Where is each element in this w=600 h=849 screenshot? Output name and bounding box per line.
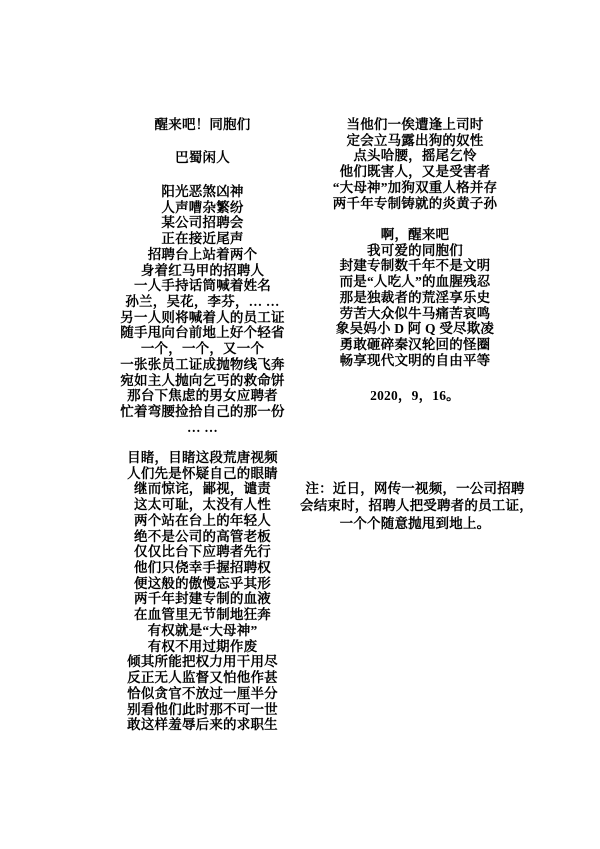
poem-line: 别看他们此时那不可一世 <box>127 701 278 717</box>
poem-line: 另一人则将喊着人的员工证 <box>120 309 285 325</box>
poem-author: 巴蜀闲人 <box>175 150 230 165</box>
poem-line: 绝不是公司的高管老板 <box>134 528 271 544</box>
poem-line: 阳光恶煞凶神 <box>161 184 244 199</box>
poem-line: 他们只侥幸手握招聘权 <box>134 560 271 576</box>
poem-line: 两个站在台上的年轻人 <box>134 512 271 528</box>
poem-line: 有权就是“大母神” <box>147 622 258 638</box>
poem-line: 那是独裁者的荒淫享乐史 <box>339 289 491 305</box>
poem-stanza-2 <box>90 450 315 733</box>
poem-line: 他们既害人，又是受害者 <box>339 164 491 180</box>
poem-line: 我可爱的同胞们 <box>367 242 463 258</box>
poem-line: 目睹，目睹这段荒唐视频 <box>127 450 278 465</box>
poem-line: 两千年专制铸就的炎黄子孙 <box>332 195 498 211</box>
poem-line: 两千年封建专制的血液 <box>134 591 271 607</box>
poem-line: … … <box>187 419 218 435</box>
poem-footnote <box>300 480 533 532</box>
poem-stanza-4 <box>300 227 530 368</box>
poem-line: 那台下焦虑的男女应聘者 <box>127 388 278 404</box>
poem-line: 便这般的傲慢忘乎其形 <box>134 575 271 591</box>
poem-line: 在血管里无节制地狂奔 <box>134 607 271 623</box>
poem-date: 2020，9，16。 <box>370 388 460 403</box>
poem-stanza-1 <box>90 184 315 436</box>
poem-line: 这太可耻，太没有人性 <box>134 497 271 513</box>
poem-line: 勇敢砸碎秦汉轮回的怪圈 <box>339 337 491 353</box>
poem-line: 倾其所能把权力用干用尽 <box>127 654 278 670</box>
poem-line: 畅享现代文明的自由平等 <box>339 352 491 368</box>
poem-line: “大母神”加狗双重人格并存 <box>332 179 498 195</box>
poem-line: 一个个随意抛甩到地上。 <box>339 515 491 531</box>
poem-line: 点头哈腰，摇尾乞怜 <box>353 148 477 164</box>
poem-stanza-3 <box>300 117 530 211</box>
poem-line: 敢这样羞辱后来的求职生 <box>127 717 278 733</box>
poem-line: 某公司招聘会 <box>161 215 244 231</box>
poem-line: 人们先是怀疑自己的眼睛 <box>127 465 278 481</box>
poem-line: 反正无人监督又怕他作甚 <box>127 670 278 686</box>
poem-line: 人声嘈杂繁纷 <box>161 199 244 215</box>
poem-title: 醒来吧！同胞们 <box>154 117 251 132</box>
poem-line: 恰似贪官不放过一厘半分 <box>127 685 278 701</box>
poem-line: 随手甩向台前地上好个轻省 <box>120 325 285 341</box>
poem-line: 一个，一个，又一个 <box>140 341 265 357</box>
poem-line: 封建专制数千年不是文明 <box>339 258 491 274</box>
poem-line: 啊，醒来吧 <box>380 227 450 242</box>
poem-line: 身着红马甲的招聘人 <box>140 262 265 278</box>
poem-line: 忙着弯腰捡拾自己的那一份 <box>120 404 285 420</box>
poem-line: 继而惊诧，鄙视，谴责 <box>134 481 271 497</box>
poem-line: 劳苦大众似牛马痛苦哀鸣 <box>339 305 491 321</box>
poem-line: 而是“人吃人”的血腥残忍 <box>339 274 491 290</box>
poem-line: 孙兰，吴花，李芬，… … <box>125 294 280 310</box>
poem-line: 一张张员工证成抛物线飞奔 <box>120 356 285 372</box>
poem-line: 有权不用过期作废 <box>147 638 258 654</box>
poem-line: 象吴妈小 D 阿 Q 受尽欺凌 <box>335 321 495 337</box>
poem-line: 当他们一俟遭逢上司时 <box>346 117 484 132</box>
poem-line: 定会立马露出狗的奴性 <box>346 132 484 148</box>
poem-line: 正在接近尾声 <box>161 231 244 247</box>
poem-line: 会结束时，招聘人把受聘者的员工证， <box>300 498 533 514</box>
poem-line: 宛如主人抛向乞丐的救命饼 <box>120 372 285 388</box>
poem-line: 招聘台上站着两个 <box>147 246 258 262</box>
poem-line: 一人手持话筒喊着姓名 <box>134 278 271 294</box>
poem-line: 仅仅比台下应聘者先行 <box>134 544 271 560</box>
poem-line: 注：近日，网传一视频，一公司招聘 <box>305 481 525 496</box>
